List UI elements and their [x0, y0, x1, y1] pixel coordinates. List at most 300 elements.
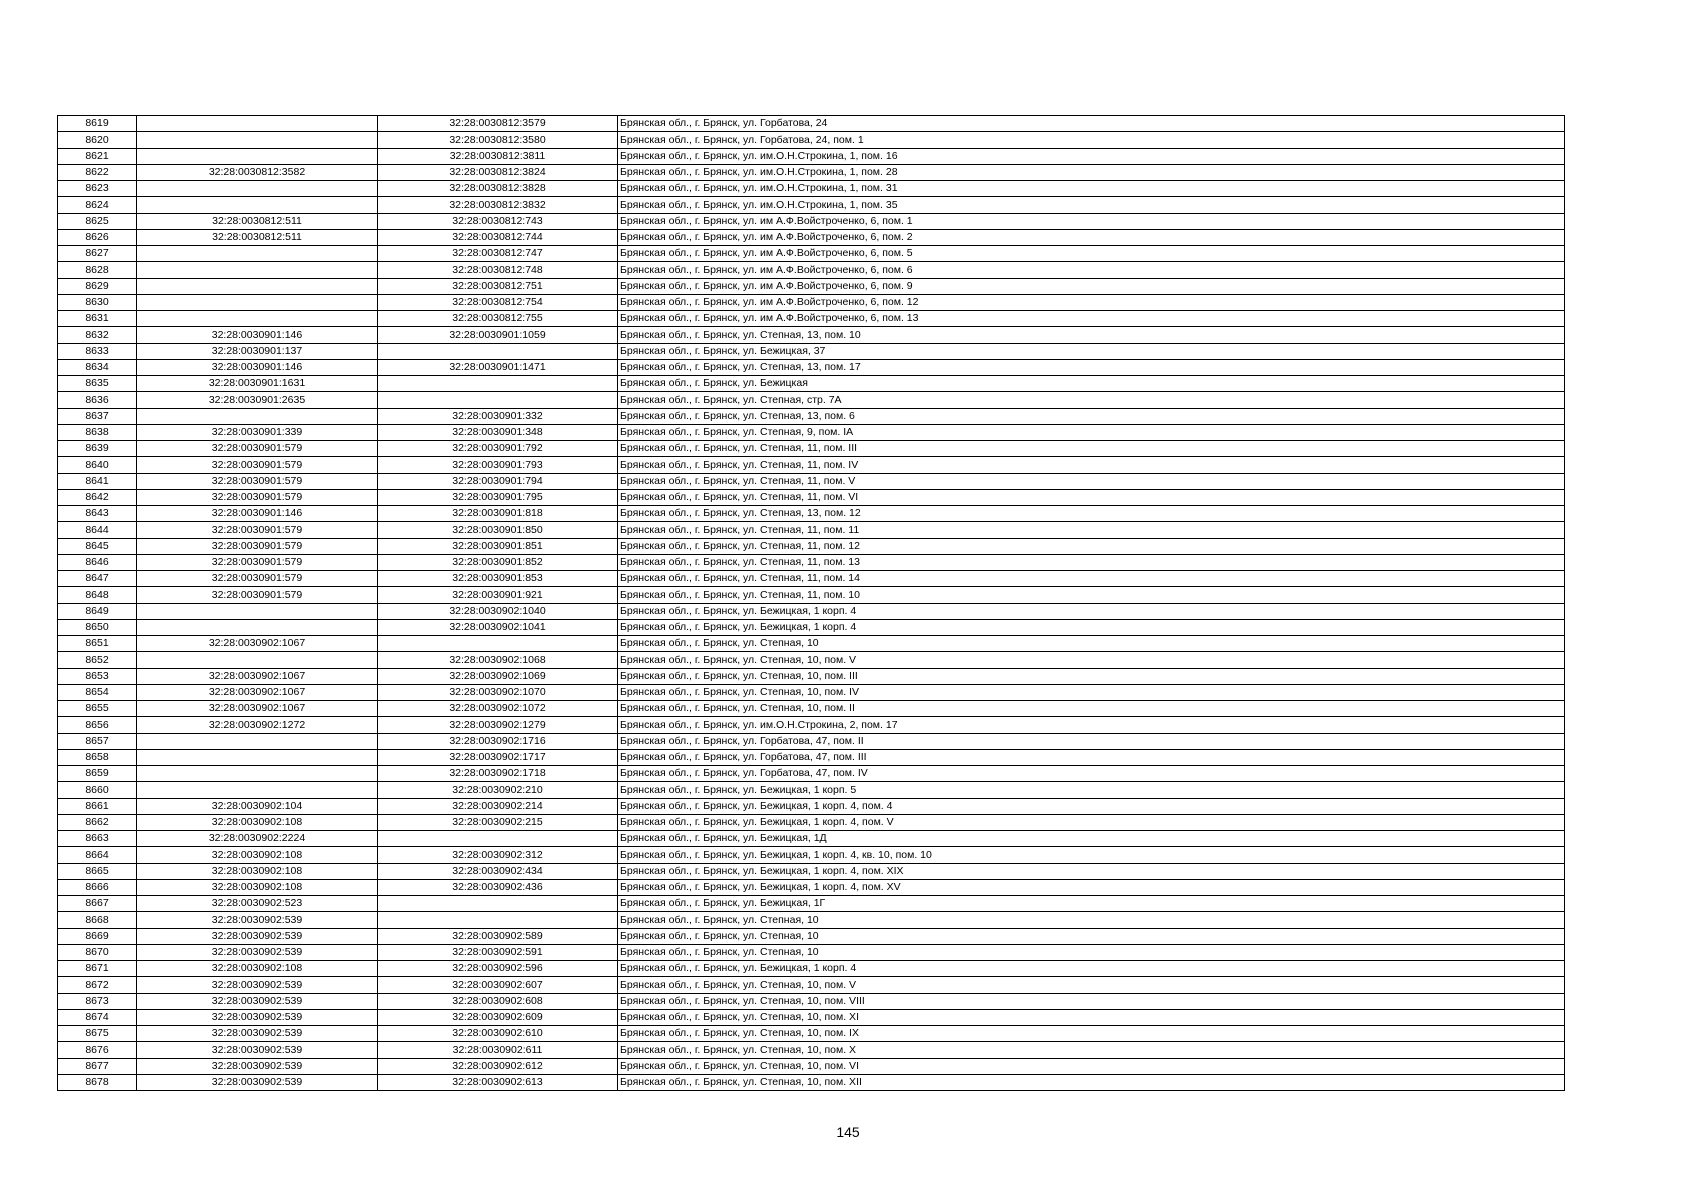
table-row: [58, 392, 1565, 408]
table-row: [58, 619, 1565, 635]
row-number-cell: 8620: [58, 132, 137, 148]
table-row: [58, 457, 1565, 473]
parcel-number-cell: 32:28:0030902:539: [137, 912, 378, 928]
address-cell: Брянская обл., г. Брянск, ул. Степная, стр. 7А: [618, 392, 1565, 408]
address-cell: Брянская обл., г. Брянск, ул. Степная, 10, пом. V: [618, 977, 1565, 993]
row-number-cell: 8664: [58, 847, 137, 863]
address-cell: Брянская обл., г. Брянск, ул. им А.Ф.Войстроченко, 6, пом. 1: [618, 213, 1565, 229]
table-row: [58, 993, 1565, 1009]
parcel-number-cell: 32:28:0030902:539: [137, 977, 378, 993]
table-row: [58, 148, 1565, 164]
object-number-cell: 32:28:0030902:591: [378, 944, 618, 960]
table-row: [58, 863, 1565, 879]
address-cell: Брянская обл., г. Брянск, ул. Степная, 10: [618, 636, 1565, 652]
address-cell: Брянская обл., г. Брянск, ул. Горбатова, 24: [618, 116, 1565, 132]
parcel-number-cell: 32:28:0030901:2635: [137, 392, 378, 408]
row-number-cell: 8653: [58, 668, 137, 684]
row-number-cell: 8639: [58, 441, 137, 457]
object-number-cell: 32:28:0030902:215: [378, 814, 618, 830]
object-number-cell: 32:28:0030812:3580: [378, 132, 618, 148]
address-cell: Брянская обл., г. Брянск, ул. Горбатова, 47, пом. III: [618, 749, 1565, 765]
parcel-number-cell: [137, 132, 378, 148]
address-cell: Брянская обл., г. Брянск, ул. им.О.Н.Строкина, 1, пом. 28: [618, 164, 1565, 180]
row-number-cell: 8627: [58, 246, 137, 262]
table-row: [58, 343, 1565, 359]
object-number-cell: 32:28:0030902:1279: [378, 717, 618, 733]
address-cell: Брянская обл., г. Брянск, ул. Бежицкая: [618, 376, 1565, 392]
table-row: [58, 961, 1565, 977]
row-number-cell: 8648: [58, 587, 137, 603]
parcel-number-cell: 32:28:0030902:2224: [137, 831, 378, 847]
object-number-cell: 32:28:0030812:3579: [378, 116, 618, 132]
table-row: [58, 571, 1565, 587]
table-row: [58, 749, 1565, 765]
table-row: [58, 912, 1565, 928]
row-number-cell: 8661: [58, 798, 137, 814]
table-row: [58, 701, 1565, 717]
address-cell: Брянская обл., г. Брянск, ул. Степная, 10, пом. X: [618, 1042, 1565, 1058]
row-number-cell: 8643: [58, 506, 137, 522]
registry-table-body: [58, 116, 1565, 1091]
address-cell: Брянская обл., г. Брянск, ул. Степная, 10, пом. XII: [618, 1074, 1565, 1090]
table-row: [58, 278, 1565, 294]
table-row: [58, 327, 1565, 343]
address-cell: Брянская обл., г. Брянск, ул. Степная, 11, пом. 12: [618, 538, 1565, 554]
parcel-number-cell: 32:28:0030812:3582: [137, 164, 378, 180]
parcel-number-cell: 32:28:0030901:579: [137, 441, 378, 457]
parcel-number-cell: 32:28:0030902:539: [137, 1026, 378, 1042]
table-row: [58, 213, 1565, 229]
object-number-cell: 32:28:0030902:1718: [378, 766, 618, 782]
object-number-cell: 32:28:0030902:1070: [378, 684, 618, 700]
object-number-cell: 32:28:0030901:853: [378, 571, 618, 587]
object-number-cell: 32:28:0030902:596: [378, 961, 618, 977]
address-cell: Брянская обл., г. Брянск, ул. им А.Ф.Войстроченко, 6, пом. 9: [618, 278, 1565, 294]
row-number-cell: 8659: [58, 766, 137, 782]
row-number-cell: 8672: [58, 977, 137, 993]
object-number-cell: 32:28:0030901:332: [378, 408, 618, 424]
parcel-number-cell: 32:28:0030901:339: [137, 424, 378, 440]
row-number-cell: 8640: [58, 457, 137, 473]
address-cell: Брянская обл., г. Брянск, ул. им А.Ф.Войстроченко, 6, пом. 2: [618, 229, 1565, 245]
row-number-cell: 8657: [58, 733, 137, 749]
object-number-cell: 32:28:0030902:1717: [378, 749, 618, 765]
table-row: [58, 896, 1565, 912]
table-row: [58, 116, 1565, 132]
address-cell: Брянская обл., г. Брянск, ул. Степная, 10: [618, 944, 1565, 960]
table-row: [58, 294, 1565, 310]
table-row: [58, 311, 1565, 327]
row-number-cell: 8654: [58, 684, 137, 700]
parcel-number-cell: [137, 148, 378, 164]
parcel-number-cell: [137, 408, 378, 424]
address-cell: Брянская обл., г. Брянск, ул. Степная, 10: [618, 928, 1565, 944]
parcel-number-cell: 32:28:0030902:523: [137, 896, 378, 912]
table-row: [58, 831, 1565, 847]
object-number-cell: 32:28:0030902:607: [378, 977, 618, 993]
row-number-cell: 8675: [58, 1026, 137, 1042]
object-number-cell: 32:28:0030812:748: [378, 262, 618, 278]
object-number-cell: 32:28:0030902:610: [378, 1026, 618, 1042]
table-row: [58, 164, 1565, 180]
address-cell: Брянская обл., г. Брянск, ул. Степная, 10, пом. V: [618, 652, 1565, 668]
table-row: [58, 766, 1565, 782]
table-row: [58, 506, 1565, 522]
address-cell: Брянская обл., г. Брянск, ул. Степная, 13, пом. 10: [618, 327, 1565, 343]
row-number-cell: 8631: [58, 311, 137, 327]
row-number-cell: 8633: [58, 343, 137, 359]
parcel-number-cell: [137, 294, 378, 310]
row-number-cell: 8651: [58, 636, 137, 652]
row-number-cell: 8647: [58, 571, 137, 587]
row-number-cell: 8645: [58, 538, 137, 554]
address-cell: Брянская обл., г. Брянск, ул. им.О.Н.Строкина, 2, пом. 17: [618, 717, 1565, 733]
row-number-cell: 8656: [58, 717, 137, 733]
row-number-cell: 8674: [58, 1009, 137, 1025]
table-row: [58, 229, 1565, 245]
address-cell: Брянская обл., г. Брянск, ул. им А.Ф.Войстроченко, 6, пом. 13: [618, 311, 1565, 327]
object-number-cell: 32:28:0030902:214: [378, 798, 618, 814]
object-number-cell: 32:28:0030901:818: [378, 506, 618, 522]
parcel-number-cell: 32:28:0030902:539: [137, 928, 378, 944]
parcel-number-cell: 32:28:0030901:146: [137, 327, 378, 343]
address-cell: Брянская обл., г. Брянск, ул. Степная, 10: [618, 912, 1565, 928]
address-cell: Брянская обл., г. Брянск, ул. Бежицкая, 1Г: [618, 896, 1565, 912]
parcel-number-cell: 32:28:0030902:108: [137, 879, 378, 895]
address-cell: Брянская обл., г. Брянск, ул. им А.Ф.Войстроченко, 6, пом. 12: [618, 294, 1565, 310]
table-row: [58, 359, 1565, 375]
object-number-cell: [378, 376, 618, 392]
table-row: [58, 977, 1565, 993]
parcel-number-cell: 32:28:0030901:579: [137, 473, 378, 489]
parcel-number-cell: [137, 311, 378, 327]
parcel-number-cell: [137, 116, 378, 132]
row-number-cell: 8650: [58, 619, 137, 635]
object-number-cell: 32:28:0030902:1069: [378, 668, 618, 684]
table-row: [58, 603, 1565, 619]
row-number-cell: 8641: [58, 473, 137, 489]
address-cell: Брянская обл., г. Брянск, ул. Степная, 10, пом. VI: [618, 1058, 1565, 1074]
row-number-cell: 8658: [58, 749, 137, 765]
address-cell: Брянская обл., г. Брянск, ул. Степная, 11, пом. V: [618, 473, 1565, 489]
object-number-cell: 32:28:0030902:436: [378, 879, 618, 895]
address-cell: Брянская обл., г. Брянск, ул. Бежицкая, 1Д: [618, 831, 1565, 847]
parcel-number-cell: [137, 262, 378, 278]
address-cell: Брянская обл., г. Брянск, ул. им.О.Н.Строкина, 1, пом. 35: [618, 197, 1565, 213]
table-row: [58, 441, 1565, 457]
address-cell: Брянская обл., г. Брянск, ул. Степная, 9, пом. IA: [618, 424, 1565, 440]
table-row: [58, 197, 1565, 213]
address-cell: Брянская обл., г. Брянск, ул. Бежицкая, 1 корп. 4, кв. 10, пом. 10: [618, 847, 1565, 863]
address-cell: Брянская обл., г. Брянск, ул. Степная, 11, пом. 10: [618, 587, 1565, 603]
row-number-cell: 8636: [58, 392, 137, 408]
object-number-cell: 32:28:0030901:793: [378, 457, 618, 473]
object-number-cell: 32:28:0030812:743: [378, 213, 618, 229]
parcel-number-cell: 32:28:0030901:579: [137, 571, 378, 587]
row-number-cell: 8638: [58, 424, 137, 440]
row-number-cell: 8666: [58, 879, 137, 895]
parcel-number-cell: 32:28:0030901:146: [137, 506, 378, 522]
parcel-number-cell: [137, 652, 378, 668]
address-cell: Брянская обл., г. Брянск, ул. Степная, 13, пом. 12: [618, 506, 1565, 522]
address-cell: Брянская обл., г. Брянск, ул. им А.Ф.Войстроченко, 6, пом. 5: [618, 246, 1565, 262]
row-number-cell: 8621: [58, 148, 137, 164]
row-number-cell: 8632: [58, 327, 137, 343]
parcel-number-cell: 32:28:0030901:579: [137, 554, 378, 570]
parcel-number-cell: 32:28:0030901:579: [137, 522, 378, 538]
address-cell: Брянская обл., г. Брянск, ул. Степная, 11, пом. 13: [618, 554, 1565, 570]
table-row: [58, 473, 1565, 489]
parcel-number-cell: [137, 181, 378, 197]
address-cell: Брянская обл., г. Брянск, ул. Степная, 10, пом. III: [618, 668, 1565, 684]
table-row: [58, 1009, 1565, 1025]
parcel-number-cell: 32:28:0030902:539: [137, 1009, 378, 1025]
address-cell: Брянская обл., г. Брянск, ул. Степная, 10, пом. XI: [618, 1009, 1565, 1025]
parcel-number-cell: 32:28:0030902:108: [137, 847, 378, 863]
address-cell: Брянская обл., г. Брянск, ул. Горбатова, 47, пом. II: [618, 733, 1565, 749]
table-row: [58, 424, 1565, 440]
address-cell: Брянская обл., г. Брянск, ул. Степная, 10, пом. IX: [618, 1026, 1565, 1042]
row-number-cell: 8662: [58, 814, 137, 830]
page-number: 145: [836, 1124, 860, 1140]
parcel-number-cell: 32:28:0030902:1067: [137, 636, 378, 652]
object-number-cell: 32:28:0030902:210: [378, 782, 618, 798]
address-cell: Брянская обл., г. Брянск, ул. Степная, 13, пом. 17: [618, 359, 1565, 375]
row-number-cell: 8622: [58, 164, 137, 180]
object-number-cell: 32:28:0030812:755: [378, 311, 618, 327]
object-number-cell: 32:28:0030902:608: [378, 993, 618, 1009]
row-number-cell: 8642: [58, 489, 137, 505]
parcel-number-cell: [137, 749, 378, 765]
object-number-cell: [378, 636, 618, 652]
object-number-cell: 32:28:0030901:852: [378, 554, 618, 570]
row-number-cell: 8667: [58, 896, 137, 912]
row-number-cell: 8629: [58, 278, 137, 294]
table-row: [58, 522, 1565, 538]
row-number-cell: 8634: [58, 359, 137, 375]
object-number-cell: 32:28:0030902:613: [378, 1074, 618, 1090]
object-number-cell: 32:28:0030902:612: [378, 1058, 618, 1074]
parcel-number-cell: 32:28:0030901:579: [137, 457, 378, 473]
parcel-number-cell: 32:28:0030901:137: [137, 343, 378, 359]
object-number-cell: [378, 343, 618, 359]
object-number-cell: 32:28:0030812:744: [378, 229, 618, 245]
address-cell: Брянская обл., г. Брянск, ул. Степная, 11, пом. IV: [618, 457, 1565, 473]
address-cell: Брянская обл., г. Брянск, ул. Степная, 11, пом. III: [618, 441, 1565, 457]
parcel-number-cell: 32:28:0030902:104: [137, 798, 378, 814]
parcel-number-cell: 32:28:0030902:1272: [137, 717, 378, 733]
address-cell: Брянская обл., г. Брянск, ул. Бежицкая, 1 корп. 4, пом. V: [618, 814, 1565, 830]
parcel-number-cell: 32:28:0030902:108: [137, 961, 378, 977]
table-row: [58, 1042, 1565, 1058]
table-row: [58, 847, 1565, 863]
object-number-cell: 32:28:0030902:1716: [378, 733, 618, 749]
table-row: [58, 587, 1565, 603]
object-number-cell: 32:28:0030902:589: [378, 928, 618, 944]
table-row: [58, 408, 1565, 424]
address-cell: Брянская обл., г. Брянск, ул. Степная, 11, пом. 14: [618, 571, 1565, 587]
table-row: [58, 928, 1565, 944]
row-number-cell: 8649: [58, 603, 137, 619]
row-number-cell: 8637: [58, 408, 137, 424]
table-row: [58, 879, 1565, 895]
parcel-number-cell: 32:28:0030902:1067: [137, 684, 378, 700]
object-number-cell: [378, 912, 618, 928]
table-row: [58, 376, 1565, 392]
object-number-cell: 32:28:0030901:794: [378, 473, 618, 489]
parcel-number-cell: [137, 782, 378, 798]
table-row: [58, 944, 1565, 960]
row-number-cell: 8660: [58, 782, 137, 798]
object-number-cell: 32:28:0030902:1068: [378, 652, 618, 668]
object-number-cell: 32:28:0030901:851: [378, 538, 618, 554]
row-number-cell: 8671: [58, 961, 137, 977]
object-number-cell: 32:28:0030901:1059: [378, 327, 618, 343]
parcel-number-cell: 32:28:0030812:511: [137, 229, 378, 245]
object-number-cell: 32:28:0030902:1040: [378, 603, 618, 619]
object-number-cell: 32:28:0030901:921: [378, 587, 618, 603]
parcel-number-cell: 32:28:0030902:539: [137, 1042, 378, 1058]
parcel-number-cell: 32:28:0030901:579: [137, 489, 378, 505]
table-row: [58, 538, 1565, 554]
row-number-cell: 8625: [58, 213, 137, 229]
address-cell: Брянская обл., г. Брянск, ул. Степная, 10, пом. II: [618, 701, 1565, 717]
table-row: [58, 782, 1565, 798]
object-number-cell: 32:28:0030812:751: [378, 278, 618, 294]
table-row: [58, 262, 1565, 278]
row-number-cell: 8670: [58, 944, 137, 960]
table-row: [58, 1074, 1565, 1090]
row-number-cell: 8676: [58, 1042, 137, 1058]
parcel-number-cell: [137, 766, 378, 782]
parcel-number-cell: 32:28:0030901:1631: [137, 376, 378, 392]
object-number-cell: 32:28:0030812:3828: [378, 181, 618, 197]
row-number-cell: 8628: [58, 262, 137, 278]
object-number-cell: 32:28:0030901:850: [378, 522, 618, 538]
address-cell: Брянская обл., г. Брянск, ул. Степная, 10, пом. IV: [618, 684, 1565, 700]
address-cell: Брянская обл., г. Брянск, ул. Бежицкая, 1 корп. 4: [618, 961, 1565, 977]
address-cell: Брянская обл., г. Брянск, ул. Бежицкая, 1 корп. 4, пом. 4: [618, 798, 1565, 814]
table-row: [58, 668, 1565, 684]
row-number-cell: 8646: [58, 554, 137, 570]
address-cell: Брянская обл., г. Брянск, ул. Степная, 13, пом. 6: [618, 408, 1565, 424]
parcel-number-cell: [137, 246, 378, 262]
row-number-cell: 8678: [58, 1074, 137, 1090]
table-row: [58, 1026, 1565, 1042]
table-row: [58, 181, 1565, 197]
row-number-cell: 8668: [58, 912, 137, 928]
parcel-number-cell: 32:28:0030902:1067: [137, 701, 378, 717]
object-number-cell: 32:28:0030812:754: [378, 294, 618, 310]
address-cell: Брянская обл., г. Брянск, ул. Степная, 11, пом. VI: [618, 489, 1565, 505]
address-cell: Брянская обл., г. Брянск, ул. Горбатова, 47, пом. IV: [618, 766, 1565, 782]
table-row: [58, 489, 1565, 505]
parcel-number-cell: 32:28:0030902:539: [137, 944, 378, 960]
parcel-number-cell: 32:28:0030901:579: [137, 538, 378, 554]
address-cell: Брянская обл., г. Брянск, ул. Бежицкая, 37: [618, 343, 1565, 359]
object-number-cell: 32:28:0030902:611: [378, 1042, 618, 1058]
table-row: [58, 814, 1565, 830]
row-number-cell: 8665: [58, 863, 137, 879]
address-cell: Брянская обл., г. Брянск, ул. им.О.Н.Строкина, 1, пом. 16: [618, 148, 1565, 164]
row-number-cell: 8669: [58, 928, 137, 944]
object-number-cell: 32:28:0030812:3832: [378, 197, 618, 213]
row-number-cell: 8630: [58, 294, 137, 310]
object-number-cell: [378, 896, 618, 912]
parcel-number-cell: 32:28:0030902:108: [137, 863, 378, 879]
parcel-number-cell: 32:28:0030812:511: [137, 213, 378, 229]
parcel-number-cell: 32:28:0030902:539: [137, 1058, 378, 1074]
table-row: [58, 246, 1565, 262]
object-number-cell: 32:28:0030901:795: [378, 489, 618, 505]
object-number-cell: 32:28:0030902:312: [378, 847, 618, 863]
table-row: [58, 652, 1565, 668]
table-row: [58, 132, 1565, 148]
table-row: [58, 1058, 1565, 1074]
object-number-cell: 32:28:0030901:348: [378, 424, 618, 440]
parcel-number-cell: [137, 197, 378, 213]
address-cell: Брянская обл., г. Брянск, ул. Бежицкая, 1 корп. 5: [618, 782, 1565, 798]
object-number-cell: 32:28:0030902:1072: [378, 701, 618, 717]
table-row: [58, 636, 1565, 652]
object-number-cell: 32:28:0030812:3811: [378, 148, 618, 164]
parcel-number-cell: 32:28:0030902:1067: [137, 668, 378, 684]
address-cell: Брянская обл., г. Брянск, ул. Степная, 10, пом. VIII: [618, 993, 1565, 1009]
table-row: [58, 798, 1565, 814]
address-cell: Брянская обл., г. Брянск, ул. Бежицкая, 1 корп. 4, пом. XV: [618, 879, 1565, 895]
table-row: [58, 733, 1565, 749]
registry-table: [57, 115, 1565, 1091]
row-number-cell: 8619: [58, 116, 137, 132]
address-cell: Брянская обл., г. Брянск, ул. Степная, 11, пом. 11: [618, 522, 1565, 538]
address-cell: Брянская обл., г. Брянск, ул. Горбатова, 24, пом. 1: [618, 132, 1565, 148]
row-number-cell: 8663: [58, 831, 137, 847]
object-number-cell: [378, 831, 618, 847]
row-number-cell: 8623: [58, 181, 137, 197]
parcel-number-cell: [137, 733, 378, 749]
object-number-cell: 32:28:0030901:792: [378, 441, 618, 457]
row-number-cell: 8673: [58, 993, 137, 1009]
row-number-cell: 8644: [58, 522, 137, 538]
address-cell: Брянская обл., г. Брянск, ул. Бежицкая, 1 корп. 4: [618, 619, 1565, 635]
parcel-number-cell: 32:28:0030902:539: [137, 1074, 378, 1090]
parcel-number-cell: [137, 278, 378, 294]
object-number-cell: [378, 392, 618, 408]
object-number-cell: 32:28:0030902:1041: [378, 619, 618, 635]
parcel-number-cell: [137, 619, 378, 635]
address-cell: Брянская обл., г. Брянск, ул. им.О.Н.Строкина, 1, пом. 31: [618, 181, 1565, 197]
row-number-cell: 8652: [58, 652, 137, 668]
address-cell: Брянская обл., г. Брянск, ул. им А.Ф.Войстроченко, 6, пом. 6: [618, 262, 1565, 278]
row-number-cell: 8677: [58, 1058, 137, 1074]
row-number-cell: 8624: [58, 197, 137, 213]
row-number-cell: 8635: [58, 376, 137, 392]
row-number-cell: 8626: [58, 229, 137, 245]
parcel-number-cell: 32:28:0030901:579: [137, 587, 378, 603]
table-row: [58, 717, 1565, 733]
object-number-cell: 32:28:0030902:609: [378, 1009, 618, 1025]
table-row: [58, 684, 1565, 700]
parcel-number-cell: 32:28:0030902:108: [137, 814, 378, 830]
object-number-cell: 32:28:0030901:1471: [378, 359, 618, 375]
address-cell: Брянская обл., г. Брянск, ул. Бежицкая, 1 корп. 4: [618, 603, 1565, 619]
object-number-cell: 32:28:0030902:434: [378, 863, 618, 879]
parcel-number-cell: 32:28:0030901:146: [137, 359, 378, 375]
address-cell: Брянская обл., г. Брянск, ул. Бежицкая, 1 корп. 4, пом. XIX: [618, 863, 1565, 879]
row-number-cell: 8655: [58, 701, 137, 717]
object-number-cell: 32:28:0030812:747: [378, 246, 618, 262]
parcel-number-cell: 32:28:0030902:539: [137, 993, 378, 1009]
